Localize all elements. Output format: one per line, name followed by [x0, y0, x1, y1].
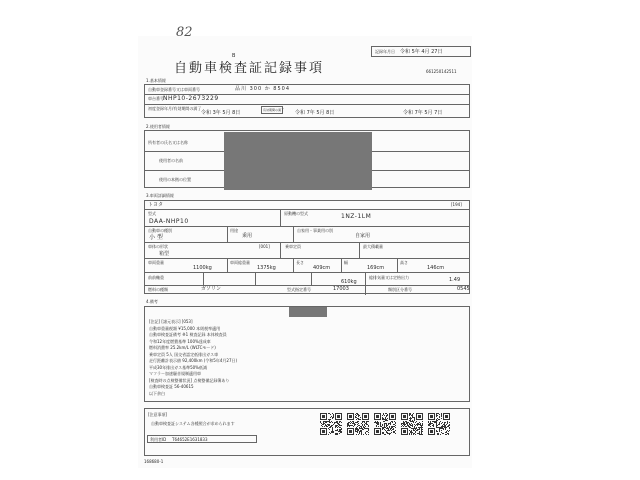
- remark-line: 自動車検査証 56-40615: [149, 384, 194, 389]
- qr-code-5: [428, 413, 450, 435]
- footer-box: [144, 408, 470, 456]
- width-value: 169cm: [367, 265, 385, 271]
- remark-line: 令和12年度燃費基準 100%達成車: [149, 338, 211, 344]
- section4-heading: 4.備考: [146, 299, 158, 304]
- engine-label: 原動機の型式: [284, 211, 308, 216]
- model-no-value: 17003: [333, 286, 349, 292]
- notes-text: 自動車検査証システム各種照合が求められます: [151, 421, 235, 426]
- date-third: 令和 7年 5月 7日: [403, 110, 443, 116]
- capacity-label: 乗車定員: [285, 244, 301, 249]
- maker-value: トヨタ: [148, 202, 164, 208]
- remarks-box: [144, 306, 470, 402]
- serial-number: 168680-1: [144, 459, 164, 464]
- qr-code-2: [347, 413, 369, 435]
- notes-heading: [注意事項]: [148, 412, 168, 417]
- remark-line: 以下余白: [149, 390, 165, 396]
- model-label: 型式: [148, 211, 156, 216]
- section1-heading: 1.基本情報: [146, 78, 166, 83]
- page-title: 自動車検査証記録事項: [174, 61, 325, 76]
- gross-weight-value: 1375kg: [257, 265, 276, 271]
- type-label: 自動車の種別: [148, 228, 172, 233]
- height-value: 146cm: [427, 265, 445, 271]
- axle-label: 前前軸重: [148, 275, 164, 280]
- document-code: 661250142511: [426, 69, 457, 74]
- private-label: 自家用・事業用の別: [297, 228, 333, 233]
- header-subtitle: B: [232, 53, 236, 59]
- section3-table: [144, 200, 470, 294]
- remark-line: 自動車検査証備考 ※1 検査記録 本体検査員: [149, 332, 227, 337]
- fuel-value: ガソリン: [201, 286, 222, 292]
- user-address-label: 使用の本拠の位置: [159, 177, 191, 182]
- length-value: 409cm: [313, 265, 331, 271]
- qr-code-1: [320, 413, 342, 435]
- model-value: DAA-NHP10: [149, 218, 189, 225]
- weight-value: 1100kg: [193, 265, 212, 271]
- axle-value: 610kg: [341, 279, 357, 285]
- gross-weight-label: 車両総重量: [230, 260, 250, 265]
- remark-line: 自動車重量税額 ¥15,000 本則税率適用: [149, 325, 221, 331]
- date-second: 令和 7年 5月 8日: [295, 110, 335, 116]
- remark-line: [検査時の点検整備状況] 点検整備記録簿あり: [149, 377, 230, 383]
- vin-label: 車台番号: [148, 96, 164, 101]
- model-no-label: 型式指定番号: [287, 287, 311, 292]
- type-value: 小 型: [149, 234, 163, 241]
- qr-code-3: [374, 413, 396, 435]
- remark-line: [注記] [諸元表示] [053]: [149, 319, 193, 324]
- reg-number-value: 品川 300 か 8504: [235, 86, 291, 92]
- length-label: 長さ: [296, 260, 304, 265]
- use-value: 乗用: [242, 233, 253, 239]
- owner-label: 所有者の氏名又は名称: [148, 140, 188, 145]
- vin-value: NHP10-2673229: [163, 95, 219, 102]
- handwritten-page-mark: 82: [176, 25, 193, 40]
- weight-label: 車両重量: [148, 260, 164, 265]
- qr-code-4: [401, 413, 423, 435]
- displacement-label: 総排気量又は定格出力: [369, 275, 409, 280]
- certificate-sheet: [138, 25, 472, 468]
- width-label: 幅: [344, 260, 348, 265]
- shape-label: 車体の形状: [148, 244, 168, 249]
- max-load-label: 最大積載量: [363, 244, 383, 249]
- fuel-label: 燃料の種類: [148, 287, 168, 292]
- date-second-label-box: [261, 106, 283, 114]
- class-no-value: 0545: [457, 286, 470, 292]
- displacement-value: 1.49: [449, 277, 461, 283]
- engine-value: 1NZ-1LM: [341, 213, 372, 220]
- class-no-label: 類別区分番号: [388, 287, 412, 292]
- redaction-block: [224, 132, 372, 190]
- section2-heading: 2.使用者情報: [146, 124, 170, 129]
- user-name-label: 使用者の名前: [159, 158, 183, 163]
- height-label: 高さ: [400, 260, 408, 265]
- private-value: 自家用: [355, 233, 371, 239]
- remark-line: 走行距離計表示値 92,400km (令和5年4月27日): [149, 358, 238, 363]
- user-id-label: 利用者ID: [150, 437, 167, 442]
- remark-line: 乗車定員 5人 国交省認定低排出ガス車: [149, 351, 219, 357]
- remark-line: 平成30年排出ガス基準50%低減: [149, 364, 207, 370]
- remark-line: 燃料消費率 25.2km/L (WLTCモード): [149, 345, 216, 350]
- date-first: 令和 3年 5月 8日: [201, 110, 241, 116]
- user-id-box: [147, 435, 257, 443]
- section1-table: [144, 84, 470, 118]
- shape-code: [001]: [259, 244, 270, 249]
- maker-code: [194]: [451, 202, 462, 207]
- remarks-redaction: [289, 307, 327, 317]
- date-second-label: 有効期間の満了: [263, 108, 285, 112]
- use-label: 用途: [230, 228, 238, 233]
- section3-heading: 3.車両詳細情報: [146, 193, 174, 198]
- issue-date-label: 記録年月日: [375, 49, 395, 54]
- issue-date-box: [371, 46, 471, 57]
- remark-line: マフラー加速騒音規制適用車: [149, 371, 201, 376]
- reg-number-label: 自動車登録番号又は車両番号: [148, 87, 200, 92]
- issue-date-value: 令和 5年 4月 27日: [400, 49, 443, 55]
- dates-label: 初度登録年月/有効期間の満了: [148, 106, 202, 111]
- user-id-value: T64652E1631833: [172, 437, 208, 442]
- shape-value: 箱型: [159, 251, 170, 257]
